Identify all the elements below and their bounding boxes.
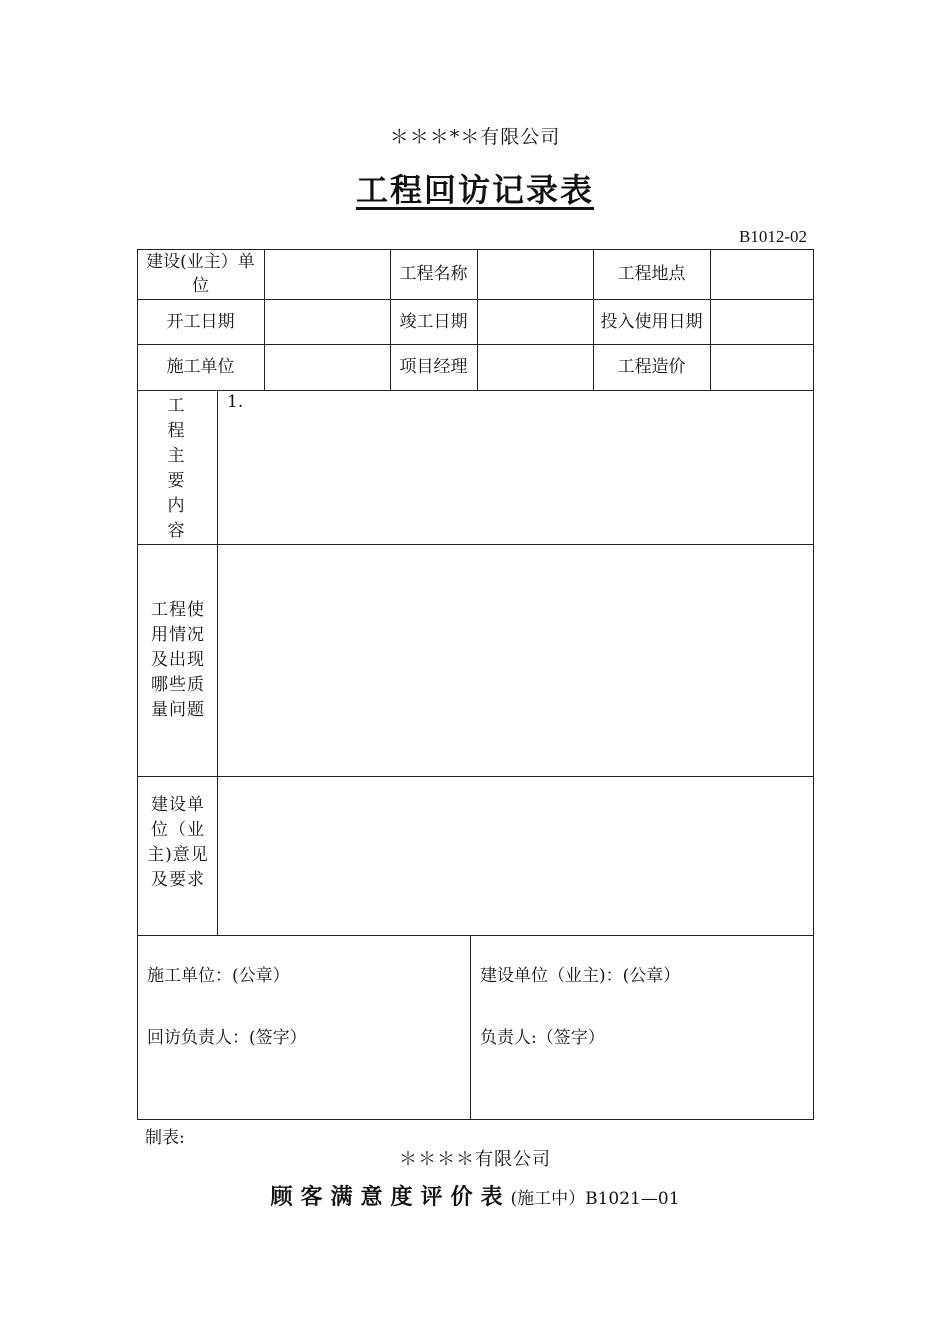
next-form-company: ＊＊＊＊有限公司 [399, 1149, 551, 1170]
label-main-content: 工程主要内容 [167, 396, 187, 541]
label-start-date: 开工日期 [166, 311, 235, 332]
value-owner-opinion[interactable] [218, 777, 813, 935]
label-project-manager: 项目经理 [399, 357, 468, 377]
label-owner-unit: 建设(业主）单位 [146, 252, 255, 296]
label-project-location: 工程地点 [617, 264, 686, 284]
col-divider [470, 935, 471, 1120]
value-in-use-date[interactable] [710, 299, 814, 344]
maker-label: 制表: [145, 1128, 185, 1148]
label-completion-date: 竣工日期 [399, 311, 468, 332]
row-divider [137, 390, 814, 391]
value-project-location[interactable] [710, 249, 814, 299]
value-project-name[interactable] [477, 249, 593, 299]
form-title-text: 工程回访记录表 [355, 171, 594, 209]
label-project-name: 工程名称 [399, 264, 468, 284]
label-in-use-date: 投入使用日期 [600, 311, 703, 332]
value-start-date[interactable] [264, 299, 390, 344]
label-project-cost: 工程造价 [617, 357, 686, 377]
owner-signer: 负责人:（签字） [480, 1028, 605, 1048]
label-owner-opinion: 建设单位（业主)意见及要求 [147, 795, 209, 890]
form-title [0, 165, 950, 211]
next-form-title [0, 1180, 950, 1211]
owner-seal: 建设单位（业主)：(公章） [480, 966, 681, 986]
value-completion-date[interactable] [477, 299, 593, 344]
value-contractor[interactable] [264, 344, 390, 390]
next-form-subtitle: (施工中）B1021—01 [510, 1189, 680, 1209]
value-main-content[interactable]: 1. [227, 392, 244, 412]
visit-signer: 回访负责人：(签字） [147, 1028, 307, 1048]
company-name: ＊＊＊*＊有限公司 [389, 126, 561, 148]
label-contractor: 施工单位 [166, 357, 235, 377]
contractor-seal: 施工单位：(公章） [147, 966, 290, 986]
form-code: B1012-02 [739, 227, 807, 246]
value-project-cost[interactable] [710, 344, 814, 390]
next-form-title-text: 顾客满意度评价表 [270, 1184, 511, 1210]
value-project-manager[interactable] [477, 344, 593, 390]
row-divider [137, 935, 814, 936]
label-usage-quality: 工程使用情况及出现哪些质量问题 [151, 600, 205, 720]
value-usage-quality[interactable] [218, 545, 813, 776]
value-owner-unit[interactable] [264, 249, 390, 299]
